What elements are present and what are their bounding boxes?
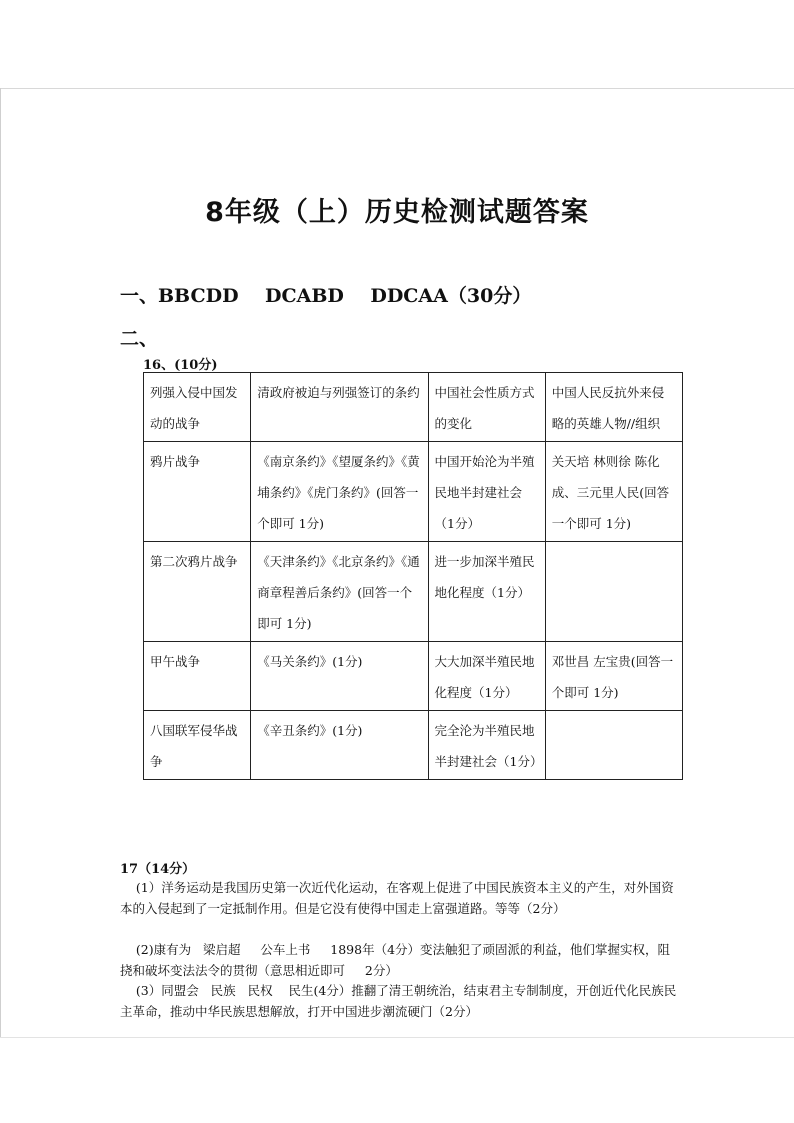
question-16-table [143, 372, 683, 780]
table-cell: 鸦片战争 [144, 442, 251, 542]
table-header-row [144, 373, 683, 442]
table-cell: 邓世昌 左宝贵(回答一个即可 1分) [545, 642, 682, 711]
header-cell: 列强入侵中国发动的战争 [144, 373, 251, 442]
header-cell: 中国人民反抗外来侵略的英雄人物//组织 [545, 373, 682, 442]
table-cell: 大大加深半殖民地化程度（1分） [428, 642, 545, 711]
question-17-heading: 17（14分） [120, 862, 196, 877]
table-cell: 八国联军侵华战争 [144, 711, 251, 780]
page-bottom-edge [0, 1037, 794, 1038]
table-cell: 《马关条约》(1分) [251, 642, 428, 711]
section-two-heading: 二、 [120, 328, 159, 350]
question-17-answer-3: (3）同盟会 民族 民权 民生(4分）推翻了清王朝统治，结束君主专制制度，开创近代化民族民主革命，推动中华民族思想解放，打开中国进步潮流硬门（2分） [120, 983, 677, 1019]
table-row [144, 442, 683, 542]
section-one-answers: 一、BBCDD DCABD DDCAA（30分） [120, 285, 532, 307]
table-cell: 进一步加深半殖民地化程度（1分） [428, 542, 545, 642]
table-row [144, 711, 683, 780]
table-cell: 关天培 林则徐 陈化成、三元里人民(回答一个即可 1分) [545, 442, 682, 542]
question-16-heading: 16、(10分) [143, 358, 218, 373]
table-row [144, 542, 683, 642]
table-cell: 《天津条约》《北京条约》《通商章程善后条约》(回答一个即可 1分) [251, 542, 428, 642]
question-17-answer-1: (1）洋务运动是我国历史第一次近代化运动，在客观上促进了中国民族资本主义的产生，对外国资本的入侵起到了一定抵制作用。但是它没有使得中国走上富强道路。等等（2分） [120, 880, 674, 916]
table-cell: 《南京条约》《望厦条约》《黄埔条约》《虎门条约》(回答一个即可 1分) [251, 442, 428, 542]
table-cell: 《辛丑条约》(1分) [251, 711, 428, 780]
page-left-edge [0, 88, 1, 1038]
table-cell: 完全沦为半殖民地半封建社会（1分） [428, 711, 545, 780]
table-cell: 第二次鸦片战争 [144, 542, 251, 642]
table-cell [545, 542, 682, 642]
page-top-edge [0, 88, 794, 89]
table-cell: 甲午战争 [144, 642, 251, 711]
question-17-answer-2: (2)康有为 梁启超 公车上书 1898年（4分）变法触犯了顽固派的利益，他们掌握实权，阻挠和破坏变法法令的贯彻（意思相近即可 2分） [120, 942, 671, 978]
header-cell: 清政府被迫与列强签订的条约 [251, 373, 428, 442]
table-cell [545, 711, 682, 780]
table-cell: 中国开始沦为半殖民地半封建社会（1分） [428, 442, 545, 542]
header-cell: 中国社会性质方式的变化 [428, 373, 545, 442]
document-title: 8年级（上）历史检测试题答案 [205, 197, 589, 228]
table-row [144, 642, 683, 711]
